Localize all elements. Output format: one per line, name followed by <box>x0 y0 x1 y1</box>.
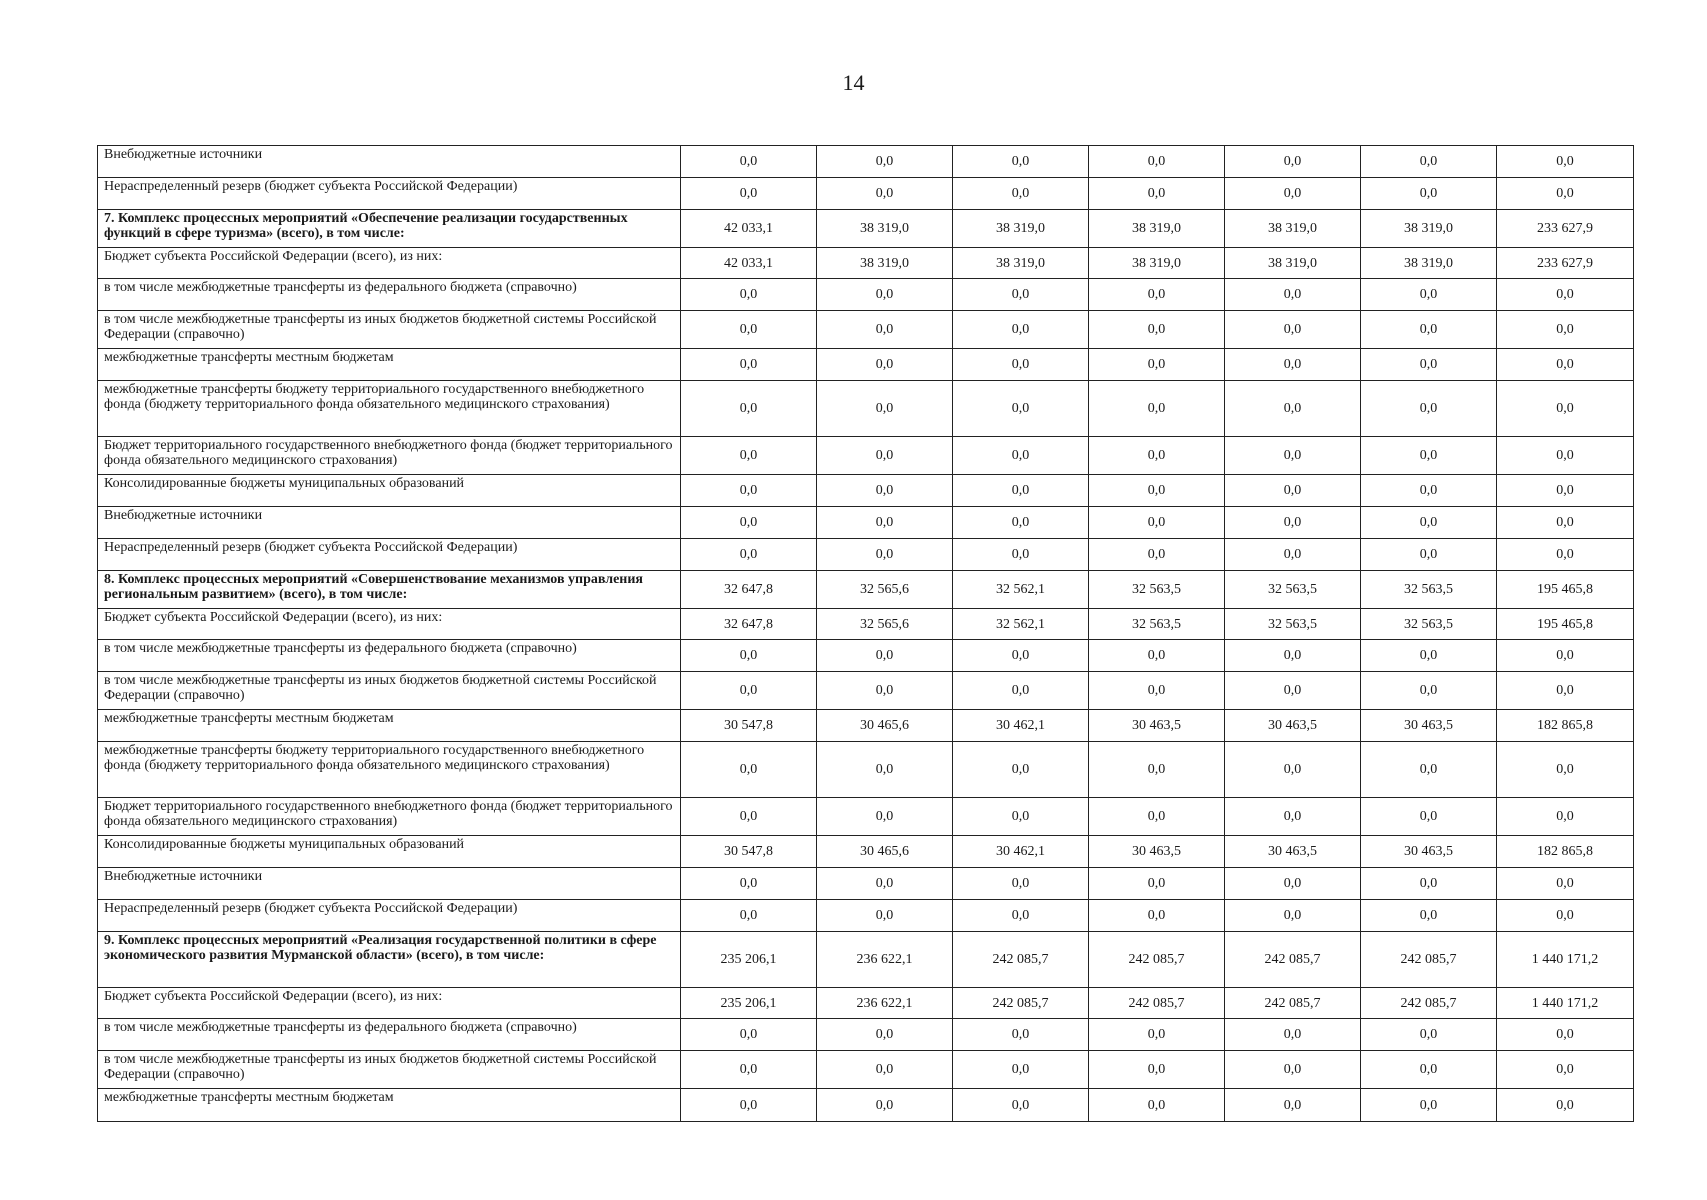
value-cell: 0,0 <box>817 279 953 311</box>
value-cell: 42 033,1 <box>681 248 817 279</box>
value-cell: 0,0 <box>1089 349 1225 381</box>
value-cell: 0,0 <box>1361 146 1497 178</box>
row-label: межбюджетные трансферты местным бюджетам <box>98 349 681 381</box>
value-cell: 0,0 <box>1089 475 1225 507</box>
value-cell: 0,0 <box>953 1089 1089 1122</box>
row-label: Внебюджетные источники <box>98 868 681 900</box>
value-cell: 233 627,9 <box>1497 248 1634 279</box>
page-number: 14 <box>842 70 865 95</box>
value-cell: 235 206,1 <box>681 988 817 1019</box>
value-cell: 0,0 <box>1497 178 1634 210</box>
value-cell: 0,0 <box>681 146 817 178</box>
value-cell: 0,0 <box>1497 742 1634 798</box>
value-cell: 0,0 <box>817 640 953 672</box>
value-cell: 0,0 <box>1361 900 1497 932</box>
table-row <box>98 349 1634 381</box>
value-cell: 32 647,8 <box>681 609 817 640</box>
value-cell: 0,0 <box>953 539 1089 571</box>
value-cell: 0,0 <box>1225 437 1361 475</box>
value-cell: 0,0 <box>681 798 817 836</box>
table-row <box>98 311 1634 349</box>
value-cell: 30 465,6 <box>817 836 953 868</box>
value-cell: 0,0 <box>1225 798 1361 836</box>
value-cell: 0,0 <box>1361 1089 1497 1122</box>
value-cell: 0,0 <box>1225 1051 1361 1089</box>
value-cell: 0,0 <box>1497 1089 1634 1122</box>
value-cell: 0,0 <box>1225 742 1361 798</box>
row-label: Консолидированные бюджеты муниципальных образований <box>98 475 681 507</box>
value-cell: 0,0 <box>953 178 1089 210</box>
table-row <box>98 836 1634 868</box>
value-cell: 0,0 <box>1361 672 1497 710</box>
value-cell: 38 319,0 <box>1361 210 1497 248</box>
value-cell: 0,0 <box>1089 640 1225 672</box>
table-row <box>98 798 1634 836</box>
value-cell: 0,0 <box>1361 1051 1497 1089</box>
row-label: Бюджет субъекта Российской Федерации (всего), из них: <box>98 609 681 640</box>
value-cell: 0,0 <box>1361 742 1497 798</box>
value-cell: 242 085,7 <box>1361 988 1497 1019</box>
table-row <box>98 475 1634 507</box>
value-cell: 38 319,0 <box>1089 210 1225 248</box>
value-cell: 1 440 171,2 <box>1497 932 1634 988</box>
value-cell: 0,0 <box>1497 146 1634 178</box>
value-cell: 0,0 <box>817 311 953 349</box>
value-cell: 0,0 <box>1497 672 1634 710</box>
value-cell: 0,0 <box>681 640 817 672</box>
value-cell: 0,0 <box>1225 311 1361 349</box>
value-cell: 0,0 <box>1361 349 1497 381</box>
value-cell: 0,0 <box>1089 1019 1225 1051</box>
value-cell: 30 463,5 <box>1089 710 1225 742</box>
value-cell: 0,0 <box>953 437 1089 475</box>
value-cell: 0,0 <box>953 146 1089 178</box>
value-cell: 0,0 <box>817 1051 953 1089</box>
row-label: 8. Комплекс процессных мероприятий «Совершенствование механизмов управления региональным развитием» (всего), в том числе: <box>98 571 681 609</box>
row-label: в том числе межбюджетные трансферты из федерального бюджета (справочно) <box>98 640 681 672</box>
value-cell: 0,0 <box>1225 900 1361 932</box>
row-label: Внебюджетные источники <box>98 507 681 539</box>
value-cell: 242 085,7 <box>1225 988 1361 1019</box>
value-cell: 38 319,0 <box>1225 248 1361 279</box>
table-row <box>98 640 1634 672</box>
value-cell: 32 563,5 <box>1225 571 1361 609</box>
row-label: Бюджет территориального государственного внебюджетного фонда (бюджет территориального фонда обязательного медицинского страхования) <box>98 798 681 836</box>
value-cell: 0,0 <box>817 381 953 437</box>
row-label: Бюджет территориального государственного внебюджетного фонда (бюджет территориального фонда обязательного медицинского страхования) <box>98 437 681 475</box>
value-cell: 0,0 <box>1361 381 1497 437</box>
value-cell: 0,0 <box>1497 868 1634 900</box>
row-label: в том числе межбюджетные трансферты из федерального бюджета (справочно) <box>98 1019 681 1051</box>
value-cell: 242 085,7 <box>1089 932 1225 988</box>
value-cell: 0,0 <box>953 381 1089 437</box>
value-cell: 233 627,9 <box>1497 210 1634 248</box>
table-row <box>98 900 1634 932</box>
table-row <box>98 539 1634 571</box>
table-row <box>98 178 1634 210</box>
value-cell: 0,0 <box>817 798 953 836</box>
value-cell: 242 085,7 <box>1225 932 1361 988</box>
value-cell: 0,0 <box>681 311 817 349</box>
value-cell: 0,0 <box>817 1089 953 1122</box>
value-cell: 195 465,8 <box>1497 609 1634 640</box>
value-cell: 0,0 <box>1497 640 1634 672</box>
value-cell: 0,0 <box>1497 381 1634 437</box>
value-cell: 32 647,8 <box>681 571 817 609</box>
value-cell: 0,0 <box>1361 868 1497 900</box>
value-cell: 0,0 <box>1089 742 1225 798</box>
value-cell: 0,0 <box>953 742 1089 798</box>
row-label: Нераспределенный резерв (бюджет субъекта Российской Федерации) <box>98 178 681 210</box>
value-cell: 30 463,5 <box>1361 836 1497 868</box>
row-label: 9. Комплекс процессных мероприятий «Реализация государственной политики в сфере экономического развития Мурманской области» (всего), в том числе: <box>98 932 681 988</box>
value-cell: 0,0 <box>817 539 953 571</box>
row-label: Бюджет субъекта Российской Федерации (всего), из них: <box>98 988 681 1019</box>
value-cell: 0,0 <box>953 672 1089 710</box>
value-cell: 0,0 <box>953 868 1089 900</box>
table-row <box>98 437 1634 475</box>
value-cell: 38 319,0 <box>817 210 953 248</box>
value-cell: 38 319,0 <box>1225 210 1361 248</box>
value-cell: 30 465,6 <box>817 710 953 742</box>
value-cell: 0,0 <box>1225 868 1361 900</box>
value-cell: 0,0 <box>1089 311 1225 349</box>
value-cell: 0,0 <box>1225 178 1361 210</box>
value-cell: 235 206,1 <box>681 932 817 988</box>
value-cell: 0,0 <box>1361 279 1497 311</box>
value-cell: 0,0 <box>1089 146 1225 178</box>
value-cell: 0,0 <box>1497 437 1634 475</box>
value-cell: 0,0 <box>1225 146 1361 178</box>
value-cell: 242 085,7 <box>1361 932 1497 988</box>
value-cell: 32 562,1 <box>953 609 1089 640</box>
value-cell: 0,0 <box>1497 900 1634 932</box>
value-cell: 0,0 <box>817 1019 953 1051</box>
row-label: Бюджет субъекта Российской Федерации (всего), из них: <box>98 248 681 279</box>
table-row <box>98 1089 1634 1122</box>
value-cell: 0,0 <box>1361 311 1497 349</box>
value-cell: 0,0 <box>1361 437 1497 475</box>
value-cell: 0,0 <box>1361 507 1497 539</box>
value-cell: 0,0 <box>1497 475 1634 507</box>
value-cell: 0,0 <box>953 1051 1089 1089</box>
value-cell: 0,0 <box>681 349 817 381</box>
value-cell: 242 085,7 <box>953 988 1089 1019</box>
table-row <box>98 742 1634 798</box>
row-label: в том числе межбюджетные трансферты из иных бюджетов бюджетной системы Российской Федерации (справочно) <box>98 672 681 710</box>
value-cell: 0,0 <box>817 146 953 178</box>
value-cell: 0,0 <box>1497 349 1634 381</box>
value-cell: 0,0 <box>681 507 817 539</box>
value-cell: 0,0 <box>1361 178 1497 210</box>
table-row <box>98 210 1634 248</box>
value-cell: 0,0 <box>1497 798 1634 836</box>
budget-table <box>97 145 1634 1122</box>
value-cell: 30 547,8 <box>681 836 817 868</box>
value-cell: 0,0 <box>817 475 953 507</box>
value-cell: 0,0 <box>1497 311 1634 349</box>
value-cell: 0,0 <box>817 900 953 932</box>
value-cell: 0,0 <box>681 1051 817 1089</box>
value-cell: 0,0 <box>1089 539 1225 571</box>
value-cell: 0,0 <box>1497 279 1634 311</box>
value-cell: 0,0 <box>681 437 817 475</box>
value-cell: 32 563,5 <box>1361 609 1497 640</box>
value-cell: 236 622,1 <box>817 932 953 988</box>
table-row <box>98 381 1634 437</box>
value-cell: 0,0 <box>1089 507 1225 539</box>
value-cell: 30 462,1 <box>953 836 1089 868</box>
value-cell: 182 865,8 <box>1497 836 1634 868</box>
table-row <box>98 868 1634 900</box>
row-label: в том числе межбюджетные трансферты из федерального бюджета (справочно) <box>98 279 681 311</box>
value-cell: 0,0 <box>953 507 1089 539</box>
value-cell: 0,0 <box>1089 868 1225 900</box>
value-cell: 42 033,1 <box>681 210 817 248</box>
value-cell: 0,0 <box>1089 437 1225 475</box>
row-label: межбюджетные трансферты местным бюджетам <box>98 1089 681 1122</box>
row-label: Нераспределенный резерв (бюджет субъекта Российской Федерации) <box>98 900 681 932</box>
value-cell: 0,0 <box>1225 672 1361 710</box>
value-cell: 0,0 <box>681 381 817 437</box>
value-cell: 0,0 <box>953 311 1089 349</box>
value-cell: 0,0 <box>817 507 953 539</box>
value-cell: 0,0 <box>1361 798 1497 836</box>
value-cell: 32 563,5 <box>1225 609 1361 640</box>
value-cell: 38 319,0 <box>1089 248 1225 279</box>
value-cell: 30 463,5 <box>1361 710 1497 742</box>
value-cell: 0,0 <box>681 1089 817 1122</box>
value-cell: 242 085,7 <box>953 932 1089 988</box>
value-cell: 0,0 <box>953 279 1089 311</box>
row-label: Внебюджетные источники <box>98 146 681 178</box>
table-row <box>98 279 1634 311</box>
table-row <box>98 146 1634 178</box>
value-cell: 0,0 <box>681 900 817 932</box>
value-cell: 0,0 <box>1361 539 1497 571</box>
table-row <box>98 932 1634 988</box>
row-label: в том числе межбюджетные трансферты из иных бюджетов бюджетной системы Российской Федерации (справочно) <box>98 311 681 349</box>
value-cell: 0,0 <box>681 672 817 710</box>
value-cell: 32 562,1 <box>953 571 1089 609</box>
value-cell: 0,0 <box>817 349 953 381</box>
value-cell: 38 319,0 <box>953 210 1089 248</box>
row-label: в том числе межбюджетные трансферты из иных бюджетов бюджетной системы Российской Федерации (справочно) <box>98 1051 681 1089</box>
value-cell: 32 563,5 <box>1089 609 1225 640</box>
value-cell: 0,0 <box>1089 672 1225 710</box>
value-cell: 0,0 <box>1225 475 1361 507</box>
value-cell: 0,0 <box>681 742 817 798</box>
value-cell: 30 462,1 <box>953 710 1089 742</box>
table-row <box>98 507 1634 539</box>
value-cell: 0,0 <box>1225 279 1361 311</box>
row-label: межбюджетные трансферты местным бюджетам <box>98 710 681 742</box>
value-cell: 0,0 <box>817 672 953 710</box>
value-cell: 0,0 <box>1497 539 1634 571</box>
value-cell: 0,0 <box>1089 1051 1225 1089</box>
row-label: межбюджетные трансферты бюджету территориального государственного внебюджетного фонда (бюджету территориального фонда обязательного медицинского страхования) <box>98 381 681 437</box>
value-cell: 0,0 <box>1225 1089 1361 1122</box>
value-cell: 0,0 <box>1225 349 1361 381</box>
value-cell: 0,0 <box>1225 381 1361 437</box>
value-cell: 0,0 <box>1225 1019 1361 1051</box>
value-cell: 32 565,6 <box>817 571 953 609</box>
value-cell: 0,0 <box>1497 507 1634 539</box>
value-cell: 32 563,5 <box>1089 571 1225 609</box>
value-cell: 1 440 171,2 <box>1497 988 1634 1019</box>
value-cell: 236 622,1 <box>817 988 953 1019</box>
value-cell: 30 463,5 <box>1089 836 1225 868</box>
value-cell: 30 463,5 <box>1225 836 1361 868</box>
value-cell: 0,0 <box>953 349 1089 381</box>
table-row <box>98 609 1634 640</box>
value-cell: 0,0 <box>953 475 1089 507</box>
value-cell: 0,0 <box>1497 1051 1634 1089</box>
value-cell: 0,0 <box>817 868 953 900</box>
value-cell: 38 319,0 <box>953 248 1089 279</box>
table-row <box>98 988 1634 1019</box>
value-cell: 0,0 <box>1225 539 1361 571</box>
table-row <box>98 672 1634 710</box>
value-cell: 0,0 <box>681 279 817 311</box>
value-cell: 0,0 <box>953 900 1089 932</box>
table-row <box>98 1019 1634 1051</box>
value-cell: 0,0 <box>817 178 953 210</box>
table-row <box>98 571 1634 609</box>
row-label: Консолидированные бюджеты муниципальных образований <box>98 836 681 868</box>
value-cell: 0,0 <box>1225 640 1361 672</box>
value-cell: 0,0 <box>1089 178 1225 210</box>
value-cell: 0,0 <box>681 178 817 210</box>
value-cell: 242 085,7 <box>1089 988 1225 1019</box>
value-cell: 32 565,6 <box>817 609 953 640</box>
value-cell: 38 319,0 <box>1361 248 1497 279</box>
value-cell: 0,0 <box>681 1019 817 1051</box>
value-cell: 0,0 <box>1089 900 1225 932</box>
value-cell: 38 319,0 <box>817 248 953 279</box>
value-cell: 32 563,5 <box>1361 571 1497 609</box>
value-cell: 0,0 <box>681 868 817 900</box>
value-cell: 0,0 <box>953 798 1089 836</box>
row-label: 7. Комплекс процессных мероприятий «Обеспечение реализации государственных функций в сфере туризма» (всего), в том числе: <box>98 210 681 248</box>
value-cell: 0,0 <box>817 437 953 475</box>
value-cell: 0,0 <box>1089 381 1225 437</box>
row-label: Нераспределенный резерв (бюджет субъекта Российской Федерации) <box>98 539 681 571</box>
value-cell: 0,0 <box>1361 1019 1497 1051</box>
value-cell: 0,0 <box>953 640 1089 672</box>
value-cell: 0,0 <box>1089 279 1225 311</box>
table-row <box>98 1051 1634 1089</box>
value-cell: 0,0 <box>1225 507 1361 539</box>
value-cell: 0,0 <box>1361 640 1497 672</box>
value-cell: 30 463,5 <box>1225 710 1361 742</box>
value-cell: 0,0 <box>1361 475 1497 507</box>
value-cell: 182 865,8 <box>1497 710 1634 742</box>
value-cell: 0,0 <box>1497 1019 1634 1051</box>
budget-table-body <box>98 146 1634 1122</box>
value-cell: 0,0 <box>953 1019 1089 1051</box>
value-cell: 0,0 <box>681 539 817 571</box>
table-row <box>98 710 1634 742</box>
table-row <box>98 248 1634 279</box>
value-cell: 0,0 <box>817 742 953 798</box>
row-label: межбюджетные трансферты бюджету территориального государственного внебюджетного фонда (бюджету территориального фонда обязательного медицинского страхования) <box>98 742 681 798</box>
value-cell: 0,0 <box>1089 798 1225 836</box>
value-cell: 195 465,8 <box>1497 571 1634 609</box>
value-cell: 0,0 <box>1089 1089 1225 1122</box>
value-cell: 30 547,8 <box>681 710 817 742</box>
value-cell: 0,0 <box>681 475 817 507</box>
